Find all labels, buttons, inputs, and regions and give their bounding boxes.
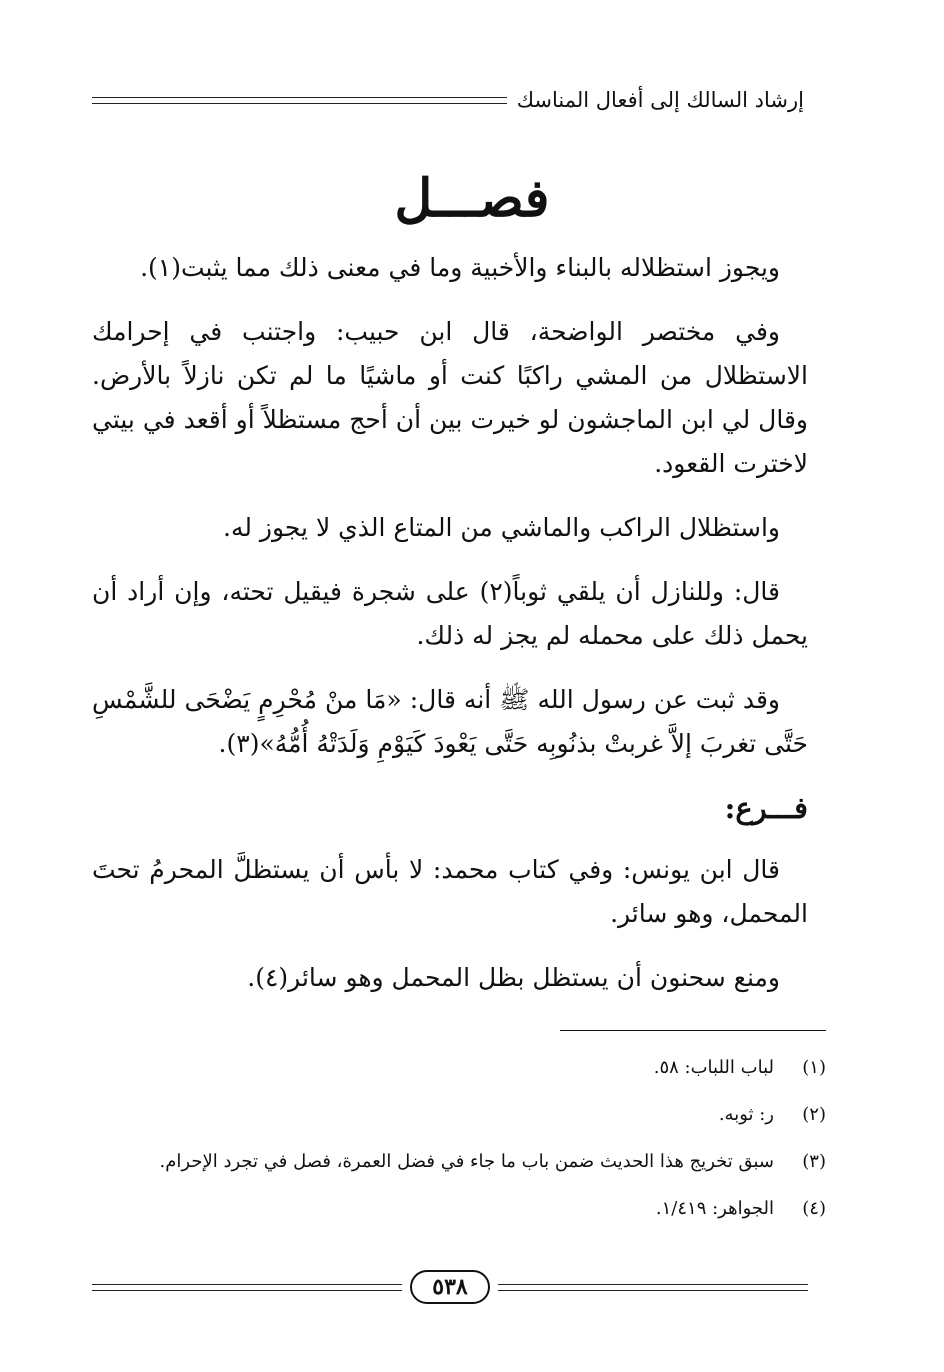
footnote-number: (٤) <box>802 1198 826 1219</box>
footnote <box>86 1054 826 1082</box>
footnote-number: (٢) <box>802 1104 826 1125</box>
footnote-text: ر: ثوبه. <box>718 1104 774 1125</box>
footnote-text: الجواهر: ١/٤١٩. <box>655 1198 774 1219</box>
paragraph: قال: وللنازل أن يلقي ثوباً(٢) على شجرة فيقيل تحته، وإن أراد أن يحمل ذلك على محمله لم يجز له ذلك. <box>92 577 808 650</box>
paragraph: ومنع سحنون أن يستظل بظل المحمل وهو سائر(٤). <box>247 963 780 992</box>
branch-heading: فـــرع: <box>724 791 808 825</box>
footer-rule-right <box>498 1284 808 1291</box>
paragraph: قال ابن يونس: وفي كتاب محمد: لا بأس أن يستظلَّ المحرمُ تحتَ المحمل، وهو سائر. <box>92 855 808 928</box>
paragraph: واستظلال الراكب والماشي من المتاع الذي لا يجوز له. <box>223 513 780 542</box>
footnote <box>86 1101 826 1129</box>
paragraph: ويجوز استظلاله بالبناء والأخبية وما في معنى ذلك مما يثبت(١). <box>140 253 780 282</box>
header-rule <box>92 97 507 104</box>
footnote-separator <box>560 1030 826 1031</box>
page-number: ٥٣٨ <box>410 1270 489 1304</box>
hadith-paragraph: وقد ثبت عن رسول الله ﷺ أنه قال: «مَا منْ مُحْرِمٍ يَضْحَى للشَّمْسِ حَتَّى تغربَ إلاَّ غربتْ بذنُوبِه حَتَّى يَعْودَ كَيَوْمِ وَلَدَتْهُ أُمُّهُ»(٣). <box>92 685 808 758</box>
footnotes <box>86 1054 826 1242</box>
page-footer <box>92 1266 808 1308</box>
footnote-text: لباب اللباب: ٥٨. <box>653 1057 774 1078</box>
footnote-number: (١) <box>802 1057 826 1078</box>
footer-rule-left <box>92 1284 402 1291</box>
footnote <box>86 1195 826 1223</box>
footnote <box>86 1148 826 1176</box>
paragraph: وفي مختصر الواضحة، قال ابن حبيب: واجتنب في إحرامك الاستظلال من المشي راكبًا كنت أو ماشيًا ما لم تكن نازلاً بالأرض. وقال لي ابن الماجشون لو خيرت بين أن أحج مستظلاً أو أقعد في بيتي لاخترت القعود. <box>92 317 808 478</box>
main-text <box>92 246 808 1020</box>
footnote-text: سبق تخريج هذا الحديث ضمن باب ما جاء في فضل العمرة، فصل في تجرد الإحرام. <box>159 1151 774 1172</box>
footnote-number: (٣) <box>802 1151 826 1172</box>
running-header-title: إرشاد السالك إلى أفعال المناسك <box>516 88 804 112</box>
section-heading: فصـــل <box>394 168 550 229</box>
running-header <box>92 80 804 120</box>
